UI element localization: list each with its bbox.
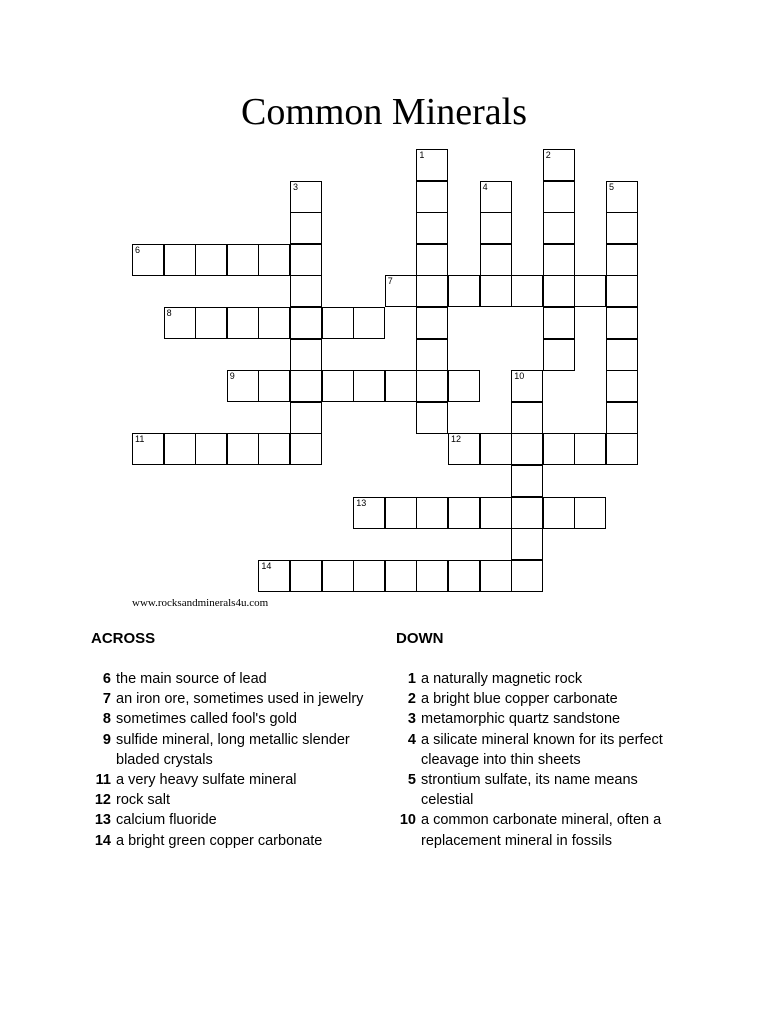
crossword-cell[interactable] [416,402,448,434]
across-clue [89,831,379,851]
across-clue [89,689,379,709]
crossword-cell[interactable] [290,402,322,434]
cell-number: 4 [482,181,488,192]
crossword-cell[interactable] [543,181,575,213]
cell-number: 5 [609,181,615,192]
crossword-cell[interactable] [164,433,196,465]
crossword-cell[interactable] [416,370,448,402]
crossword-cell[interactable] [606,275,638,307]
crossword-cell[interactable] [480,560,512,592]
crossword-cell[interactable] [290,307,322,339]
crossword-cell[interactable] [574,433,606,465]
crossword-cell[interactable] [290,275,322,307]
crossword-cell[interactable] [606,339,638,371]
cell-number: 8 [166,308,172,318]
crossword-cell[interactable] [511,528,543,560]
clue-text: metamorphic quartz sandstone [421,711,621,728]
across-clue [89,709,379,729]
crossword-cell[interactable] [543,149,575,181]
cell-number: 3 [293,181,299,192]
crossword-cell[interactable] [416,497,448,529]
clue-number: 6 [102,671,111,687]
clue-text: a naturally magnetic rock [421,671,583,687]
across-clue [89,770,379,790]
clue-text: a bright blue copper carbonate [421,691,618,708]
crossword-cell[interactable] [511,433,543,465]
clue-number: 4 [407,731,416,748]
crossword-cell[interactable] [258,370,290,402]
cell-number: 13 [356,497,367,508]
crossword-cell[interactable] [480,275,512,307]
down-clue [394,669,684,689]
cell-number: 12 [451,434,462,445]
crossword-cell[interactable] [227,370,259,402]
crossword-cell[interactable] [164,307,196,339]
clue-text: strontium sulfate, its name means celestial [421,772,638,809]
clue-text: a bright green copper carbonate [116,832,323,849]
clue-text: sometimes called fool's gold [116,711,297,728]
crossword-cell[interactable] [606,307,638,339]
clue-number: 10 [399,812,416,829]
crossword-cell[interactable] [258,433,290,465]
crossword-cell[interactable] [480,181,512,213]
clue-text: the main source of lead [116,671,267,687]
down-clue [394,730,684,770]
crossword-cell[interactable] [227,433,259,465]
clue-text: an iron ore, sometimes used in jewelry [116,691,364,708]
crossword-cell[interactable] [511,402,543,434]
crossword-cell[interactable] [480,244,512,276]
crossword-cell[interactable] [258,560,290,592]
clue-number: 7 [102,691,111,708]
crossword-cell[interactable] [416,307,448,339]
crossword-cell[interactable] [322,370,354,402]
cell-number: 11 [135,434,145,445]
clue-text: a very heavy sulfate mineral [116,772,297,789]
crossword-cell[interactable] [416,275,448,307]
crossword-cell[interactable] [574,275,606,307]
crossword-cell[interactable] [258,307,290,339]
crossword-cell[interactable] [448,433,480,465]
crossword-cell[interactable] [353,497,385,529]
crossword-cell[interactable] [290,433,322,465]
across-clue [89,810,379,830]
crossword-cell[interactable] [227,244,259,276]
crossword-cell[interactable] [543,433,575,465]
down-clue [394,709,684,729]
crossword-cell[interactable] [416,339,448,371]
clue-number: 12 [94,792,111,809]
across-clue-list [89,669,379,851]
crossword-cell[interactable] [448,560,480,592]
crossword-cell[interactable] [574,497,606,529]
crossword-cell[interactable] [606,244,638,276]
clue-number: 14 [94,832,111,849]
crossword-cell[interactable] [385,370,417,402]
crossword-cell[interactable] [290,212,322,244]
crossword-cell[interactable] [353,307,385,339]
crossword-cell[interactable] [480,212,512,244]
crossword-cell[interactable] [385,560,417,592]
crossword-cell[interactable] [511,497,543,529]
crossword-cell[interactable] [322,307,354,339]
crossword-cell[interactable] [606,370,638,402]
down-clue-list [394,669,684,851]
clue-number: 13 [94,812,111,829]
cell-number: 9 [229,371,235,382]
crossword-cell[interactable] [543,212,575,244]
clue-text: calcium fluoride [116,812,217,829]
clue-number: 3 [407,711,416,728]
crossword-cell[interactable] [227,307,259,339]
crossword-cell[interactable] [290,560,322,592]
crossword-cell[interactable] [132,244,164,276]
crossword-cell[interactable] [606,181,638,213]
clue-number: 1 [407,671,416,687]
clue-number: 9 [102,731,111,748]
clue-text: sulfide mineral, long metallic slender bladed crystals [116,731,350,768]
crossword-cell[interactable] [385,497,417,529]
crossword-cell[interactable] [448,370,480,402]
crossword-cell[interactable] [543,339,575,371]
crossword-cell[interactable] [543,275,575,307]
crossword-cell[interactable] [480,497,512,529]
crossword-cell[interactable] [511,560,543,592]
crossword-cell[interactable] [290,181,322,213]
crossword-cell[interactable] [511,275,543,307]
clue-number: 2 [407,691,416,708]
cell-number: 7 [387,276,393,287]
crossword-cell[interactable] [290,339,322,371]
crossword-cell[interactable] [195,433,227,465]
crossword-cell[interactable] [543,497,575,529]
crossword-cell[interactable] [353,370,385,402]
down-clue [394,689,684,709]
crossword-cell[interactable] [511,370,543,402]
clue-text: a common carbonate mineral, often a replacement mineral in fossils [421,812,662,849]
crossword-cell[interactable] [606,402,638,434]
across-clue [89,730,379,770]
page-title: Common Minerals [240,91,528,133]
crossword-cell[interactable] [385,275,417,307]
down-clue [394,770,684,810]
crossword-cell[interactable] [195,307,227,339]
down-clue [394,810,684,850]
crossword-cell[interactable] [416,212,448,244]
crossword-cell[interactable] [164,244,196,276]
clue-number: 8 [102,711,111,728]
crossword-cell[interactable] [258,244,290,276]
across-clue [89,669,379,689]
crossword-cell[interactable] [448,497,480,529]
crossword-cell[interactable] [543,244,575,276]
clue-number: 5 [407,772,416,789]
crossword-cell[interactable] [511,465,543,497]
crossword-cell[interactable] [606,212,638,244]
clue-number: 11 [95,772,111,789]
crossword-cell[interactable] [416,244,448,276]
crossword-cell[interactable] [416,181,448,213]
clue-text: a silicate mineral known for its perfect cleavage into thin sheets [421,731,663,768]
across-clue [89,790,379,810]
cell-number: 1 [419,150,425,160]
crossword-cell[interactable] [448,275,480,307]
crossword-cell[interactable] [416,149,448,181]
cell-number: 14 [261,560,272,571]
crossword-cell[interactable] [290,370,322,402]
crossword-cell[interactable] [195,244,227,276]
cell-number: 2 [545,150,551,160]
crossword-cell[interactable] [353,560,385,592]
cell-number: 6 [135,244,141,255]
crossword-cell[interactable] [606,433,638,465]
website-url: www.rocksandminerals4u.com [132,597,269,609]
crossword-cell[interactable] [480,433,512,465]
crossword-cell[interactable] [132,433,164,465]
crossword-cell[interactable] [543,307,575,339]
crossword-cell[interactable] [416,560,448,592]
cell-number: 10 [514,371,525,382]
crossword-cell[interactable] [322,560,354,592]
crossword-cell[interactable] [290,244,322,276]
clue-text: rock salt [116,792,170,809]
down-heading: DOWN [396,630,444,647]
across-heading: ACROSS [91,630,156,647]
